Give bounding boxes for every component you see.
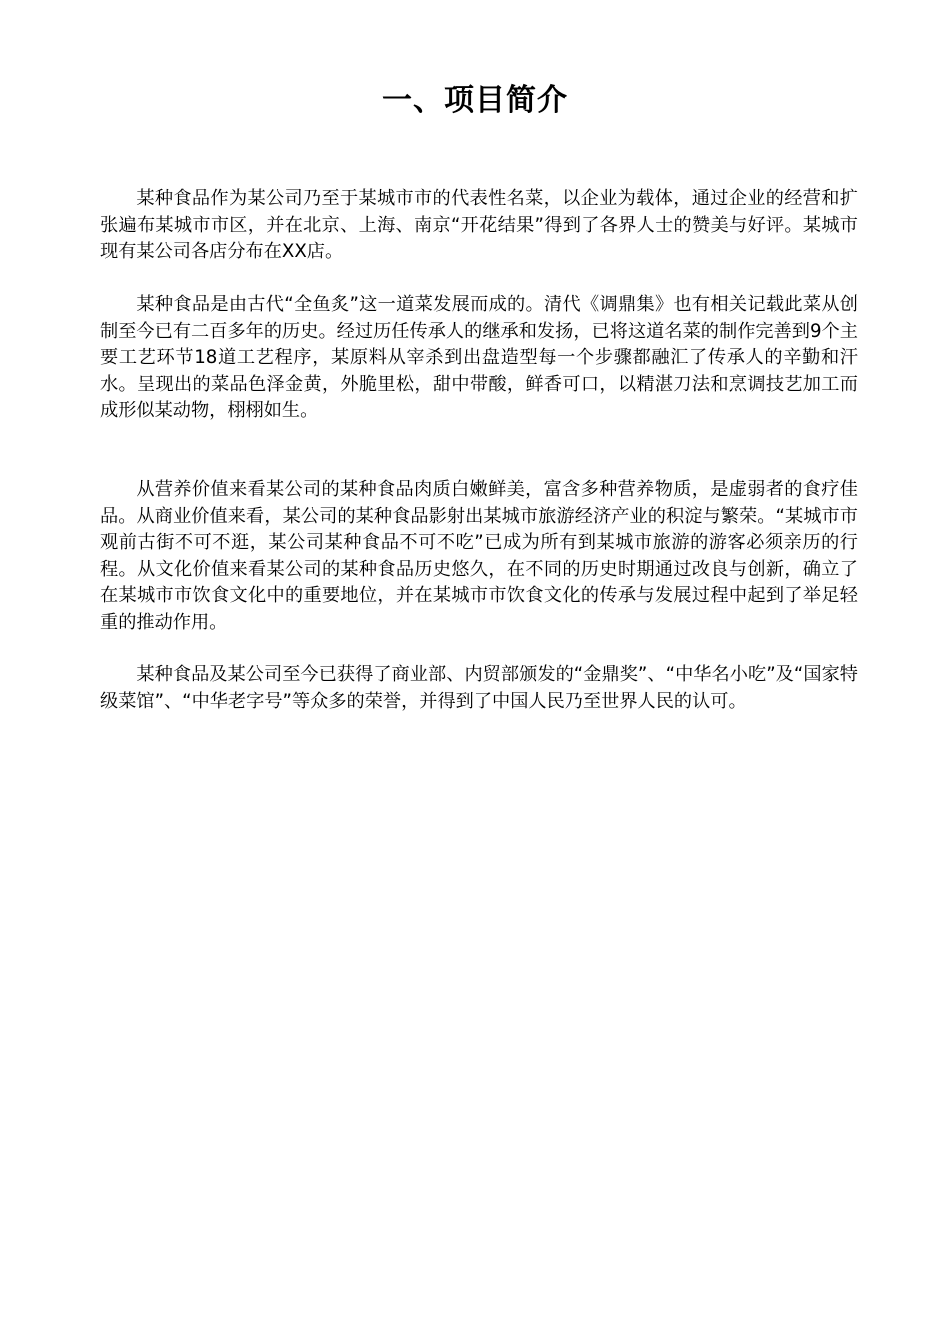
paragraph-value: 从营养价值来看某公司的某种食品肉质白嫩鲜美，富含多种营养物质，是虚弱者的食疗佳品。从商业价值来看，某公司的某种食品影射出某城市旅游经济产业的积淀与繁荣。“某城市市观前古街不可不逛，某公司某种食品不可不吃”已成为所有到某城市旅游的游客必须亲历的行程。从文化价值来看某公司的某种食品历史悠久，在不同的历史时期通过改良与创新，确立了在某城市市饮食文化中的重要地位，并在某城市市饮食文化的传承与发展过程中起到了举足轻重的推动作用。: [100, 479, 858, 633]
page-title: 一、项目简介: [382, 83, 568, 118]
paragraph-history: 某种食品是由古代“全鱼炙”这一道菜发展而成的。清代《调鼎集》也有相关记载此菜从创制至今已有二百多年的历史。经过历任传承人的继承和发扬，已将这道名菜的制作完善到9个主要工艺环节18道工艺程序，某原料从宰杀到出盘造型每一个步骤都融汇了传承人的辛勤和汗水。呈现出的菜品色泽金黄，外脆里松，甜中带酸，鲜香可口，以精湛刀法和烹调技艺加工而成形似某动物，栩栩如生。: [100, 294, 858, 421]
paragraph-honors: 某种食品及某公司至今已获得了商业部、内贸部颁发的“金鼎奖”、“中华名小吃”及“国家特级菜馆”、“中华老字号”等众多的荣誉，并得到了中国人民乃至世界人民的认可。: [100, 664, 858, 712]
paragraph-intro: 某种食品作为某公司乃至于某城市市的代表性名菜，以企业为载体，通过企业的经营和扩张遍布某城市市区，并在北京、上海、南京“开花结果”得到了各界人士的赞美与好评。某城市现有某公司各店分布在XX店。: [100, 188, 858, 262]
